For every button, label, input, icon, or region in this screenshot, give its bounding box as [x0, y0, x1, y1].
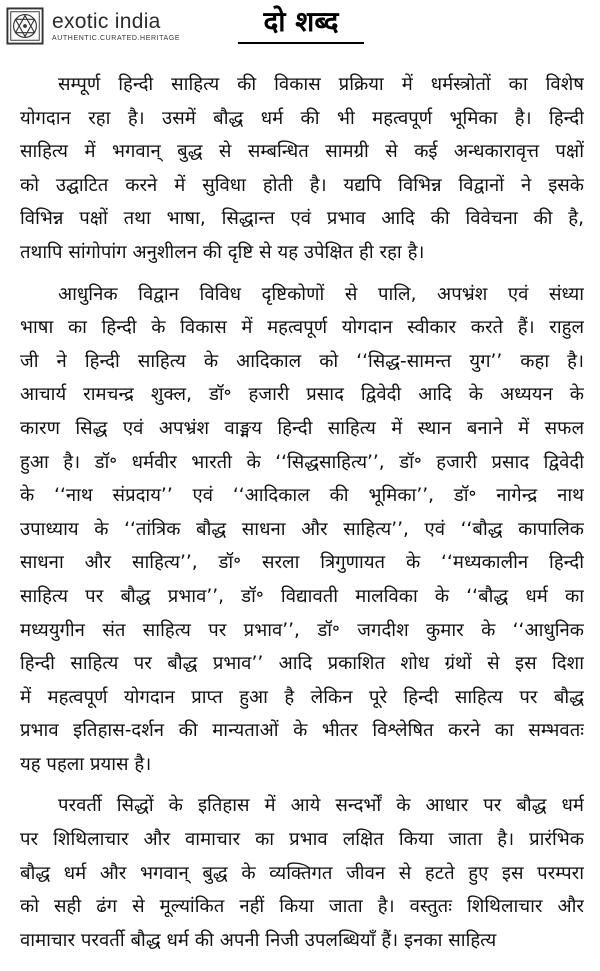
text-line: साहित्य पर बौद्ध प्रभाव’’, डॉ॰ विद्यावती मालविका के ‘‘बौद्ध धर्म का	[20, 585, 584, 607]
site-logo	[6, 4, 206, 48]
text-line: पर शिथिलाचार और वामाचार का प्रभाव लक्षित किया जाता है। प्रारंभिक	[20, 829, 584, 851]
text-line: विभिन्न पक्षों तथा भाषा, सिद्धान्त एवं प्रभाव आदि की विवेचना की है,	[20, 208, 584, 230]
text-line: मध्ययुगीन संत साहित्य पर प्रभाव’’, डॉ॰ जगदीश कुमार के ‘‘आधुनिक	[20, 619, 584, 641]
yantra-icon	[6, 7, 44, 45]
text-line: आधुनिक विद्वान विविध दृष्टिकोणों से पालि, अपभ्रंश एवं संध्या	[58, 283, 584, 305]
text-line: हुआ है। डॉ॰ धर्मवीर भारती के ‘‘सिद्धसाहित्य’’, डॉ॰ हजारी प्रसाद द्विवेदी	[20, 451, 584, 473]
text-line: परवर्ती सिद्धों के इतिहास में आये सन्दर्भों के आधार पर बौद्ध धर्म	[58, 795, 584, 817]
text-line: साहित्य में भगवान् बुद्ध से सम्बन्धित सामग्री से कई अन्धकारावृत्त पक्षों	[20, 141, 584, 163]
text-line: योगदान रहा है। उसमें बौद्ध धर्म की भी महत्वपूर्ण भूमिका है। हिन्दी	[20, 107, 584, 129]
text-line: हिन्दी साहित्य पर बौद्ध प्रभाव’’ आदि प्रकाशित शोध ग्रंथों से इस दिशा	[20, 653, 584, 675]
text-line: साधना और साहित्य’’, डॉ॰ सरला त्रिगुणायत के ‘‘मध्यकालीन हिन्दी	[20, 552, 584, 574]
paragraph	[20, 789, 584, 957]
paragraph	[20, 68, 584, 270]
document-body	[20, 68, 584, 965]
text-line: वामाचार परवर्ती बौद्ध धर्म की अपनी निजी उपलब्धियाँ हैं। इनका साहित्य	[20, 929, 497, 951]
text-line: को उद्घाटित करने में सुविधा होती है। यद्यपि विभिन्न विद्वानों ने इसके	[20, 174, 584, 196]
text-line: में महत्वपूर्ण योगदान प्राप्त हुआ है लेकिन पूरे हिन्दी साहित्य पर बौद्ध	[20, 686, 584, 708]
text-line: भाषा का हिन्दी के विकास में महत्वपूर्ण योगदान स्वीकार करते हैं। राहुल	[20, 317, 584, 339]
paragraph	[20, 278, 584, 782]
text-line: को सही ढंग से मूल्यांकित नहीं किया जाता है। वस्तुतः शिथिलाचार और	[20, 896, 584, 918]
text-line: यह पहला प्रयास है।	[20, 753, 152, 775]
brand-tagline: AUTHENTIC.CURATED.HERITAGE	[52, 34, 181, 42]
text-line: उपाध्याय के ‘‘तांत्रिक बौद्ध साधना और साहित्य’’, एवं ‘‘बौद्ध कापालिक	[20, 518, 584, 540]
text-line: तथापि सांगोपांग अनुशीलन की दृष्टि से यह उपेक्षित ही रहा है।	[20, 241, 425, 263]
text-line: आचार्य रामचन्द्र शुक्ल, डॉ॰ हजारी प्रसाद द्विवेदी आदि के अध्ययन के	[20, 384, 584, 406]
text-line: कारण सिद्ध एवं अपभ्रंश वाङ्मय हिन्दी साहित्य में स्थान बनाने में सफल	[20, 417, 584, 439]
text-line: सम्पूर्ण हिन्दी साहित्य की विकास प्रक्रिया में धर्मस्त्रोतों का विशेष	[58, 74, 584, 95]
text-line: जी ने हिन्दी साहित्य के आदिकाल को ‘‘सिद्ध-सामन्त युग’’ कहा है।	[20, 350, 584, 372]
text-line: बौद्ध धर्म और भगवान् बुद्ध के व्यक्तिगत जीवन से हटते हुए इस परम्परा	[20, 862, 584, 884]
page-title: दो शब्द	[238, 4, 364, 44]
brand-name: exotic india	[52, 9, 161, 33]
text-line: प्रभाव इतिहास-दर्शन की मान्यताओं के भीतर विश्लेषित करने का सम्भवतः	[20, 720, 584, 742]
text-line: के ‘‘नाथ संप्रदाय’’ एवं ‘‘आदिकाल की भूमिका’’, डॉ॰ नागेन्द्र नाथ	[20, 485, 584, 507]
